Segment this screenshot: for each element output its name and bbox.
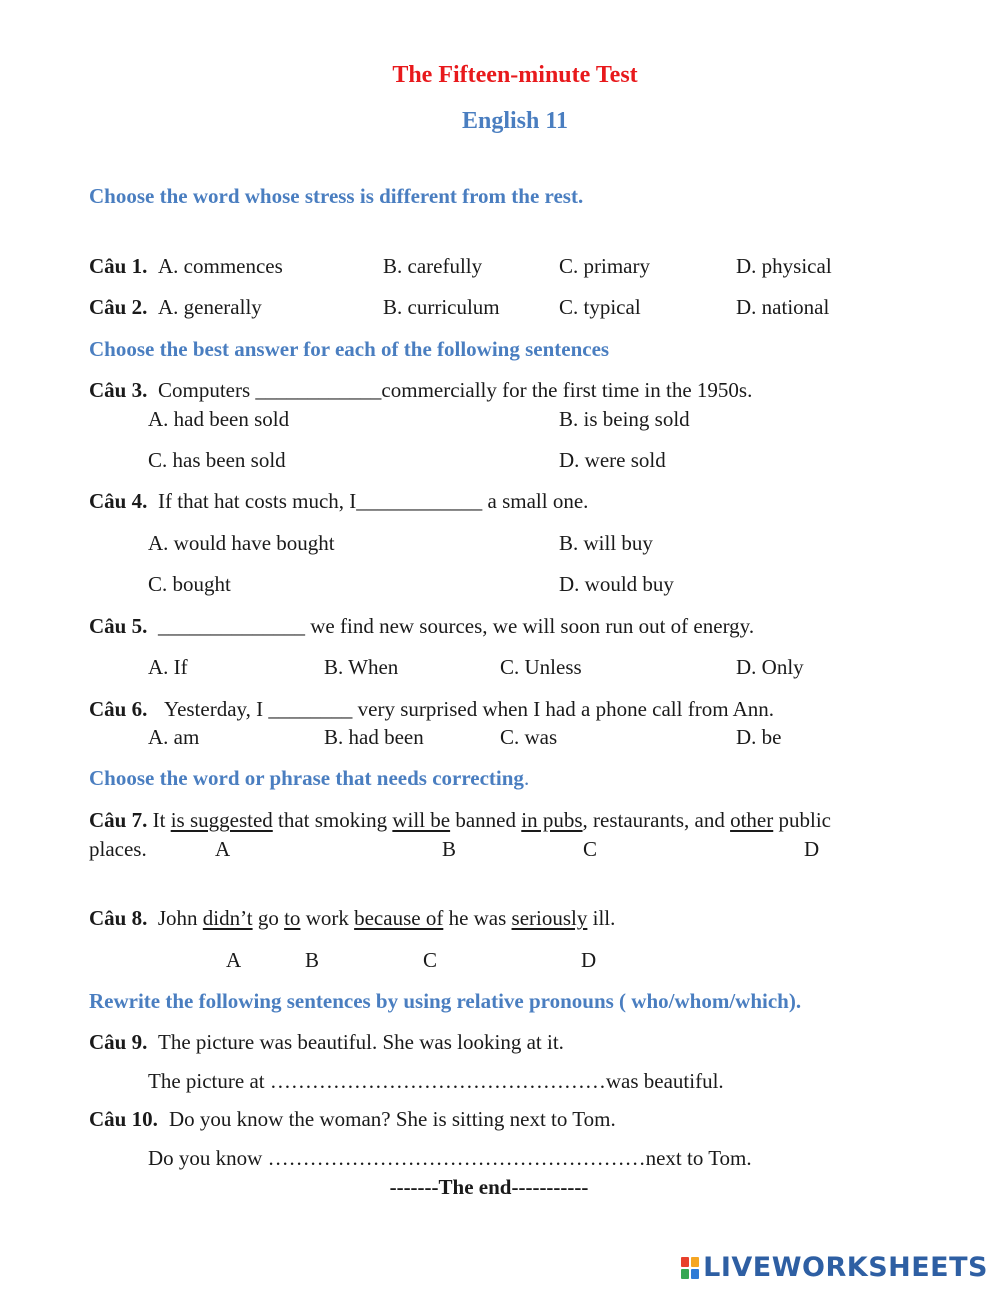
option-d[interactable]: D. national [736, 295, 830, 319]
letter-d[interactable]: D [804, 837, 820, 861]
logo-square [681, 1257, 689, 1267]
section-heading-stress: Choose the word whose stress is different from the rest. [89, 184, 584, 208]
question-number: Câu 7. [89, 808, 148, 832]
option-a[interactable]: A. generally [158, 295, 262, 319]
underlined-part-c[interactable]: in pubs [521, 808, 583, 832]
stem-text: ill. [587, 906, 616, 930]
logo-icon [681, 1257, 699, 1279]
underlined-part-b[interactable]: to [284, 906, 301, 930]
underlined-part-c[interactable]: because of [354, 906, 444, 930]
option-c[interactable]: C. Unless [500, 655, 582, 679]
stem-text: , restaurants, and [582, 808, 731, 832]
stem-text: that smoking [272, 808, 393, 832]
section-heading-text: Choose the word or phrase that needs correcting [89, 766, 524, 790]
question-number: Câu 2. [89, 295, 148, 319]
option-a[interactable]: A. commences [158, 254, 283, 278]
question-stem [89, 908, 615, 929]
letter-b[interactable]: B [442, 837, 457, 861]
question-stem: If that hat costs much, I____________ a small one. [158, 489, 589, 513]
question-stem [89, 810, 831, 831]
option-c[interactable]: C. has been sold [148, 448, 286, 472]
answer-line[interactable]: The picture at …………………………………………was beautiful. [148, 1069, 724, 1093]
question-number: Câu 4. [89, 489, 148, 513]
letter-a[interactable]: A [215, 837, 231, 861]
logo-wordmark: LIVEWORKSHEETS [703, 1252, 988, 1283]
question-number: Câu 6. [89, 697, 148, 721]
stem-text: work [300, 906, 355, 930]
stem-text: It [152, 808, 171, 832]
letter-c[interactable]: C [423, 948, 438, 972]
stem-text: go [252, 906, 285, 930]
option-a[interactable]: A. If [148, 655, 188, 679]
underlined-part-b[interactable]: will be [392, 808, 451, 832]
stem-text: John [157, 906, 203, 930]
option-b[interactable]: B. had been [324, 725, 424, 749]
option-d[interactable]: D. would buy [559, 572, 674, 596]
logo-square [691, 1269, 699, 1279]
option-d[interactable]: D. be [736, 725, 782, 749]
page-title: The Fifteen-minute Test [392, 62, 638, 88]
question-stem: Yesterday, I ________ very surprised when I had a phone call from Ann. [164, 697, 775, 721]
question-number: Câu 10. [89, 1107, 158, 1131]
option-b[interactable]: B. carefully [383, 254, 483, 278]
letter-d[interactable]: D [581, 948, 597, 972]
option-c[interactable]: C. bought [148, 572, 231, 596]
option-b[interactable]: B. will buy [559, 531, 653, 555]
question-number: Câu 9. [89, 1030, 148, 1054]
underlined-part-a[interactable]: didn’t [202, 906, 253, 930]
stem-text: public [773, 808, 831, 832]
option-d[interactable]: D. Only [736, 655, 804, 679]
underlined-part-d[interactable]: other [730, 808, 774, 832]
stem-text: banned [450, 808, 522, 832]
section-heading-error [89, 768, 529, 789]
option-c[interactable]: C. was [500, 725, 558, 749]
question-stem: Do you know the woman? She is sitting next to Tom. [169, 1107, 616, 1131]
underlined-part-d[interactable]: seriously [511, 906, 588, 930]
underlined-part-a[interactable]: is suggested [170, 808, 273, 832]
stem-continuation: places. [89, 837, 147, 861]
option-b[interactable]: B. curriculum [383, 295, 500, 319]
question-number: Câu 3. [89, 378, 148, 402]
option-a[interactable]: A. had been sold [148, 407, 290, 431]
option-c[interactable]: C. primary [559, 254, 650, 278]
end-marker: -------The end----------- [389, 1175, 589, 1199]
section-heading-best-answer: Choose the best answer for each of the following sentences [89, 337, 610, 361]
option-d[interactable]: D. physical [736, 254, 832, 278]
question-number: Câu 1. [89, 254, 148, 278]
section-heading-dot: . [523, 766, 530, 790]
question-number: Câu 8. [89, 906, 148, 930]
option-a[interactable]: A. am [148, 725, 200, 749]
section-heading-rewrite: Rewrite the following sentences by using relative pronouns ( who/whom/which). [89, 989, 802, 1013]
stem-text: he was [443, 906, 512, 930]
question-stem: ______________ we find new sources, we will soon run out of energy. [158, 614, 755, 638]
option-b[interactable]: B. is being sold [559, 407, 690, 431]
stem-text [147, 906, 158, 930]
question-stem: Computers ____________commercially for the first time in the 1950s. [158, 378, 753, 402]
letter-b[interactable]: B [305, 948, 320, 972]
option-b[interactable]: B. When [324, 655, 399, 679]
answer-line[interactable]: Do you know ………………………………………………next to Tom. [148, 1146, 752, 1170]
letter-a[interactable]: A [226, 948, 242, 972]
option-c[interactable]: C. typical [559, 295, 641, 319]
option-a[interactable]: A. would have bought [148, 531, 335, 555]
option-d[interactable]: D. were sold [559, 448, 666, 472]
logo-square [691, 1257, 699, 1267]
question-number: Câu 5. [89, 614, 148, 638]
logo-square [681, 1269, 689, 1279]
letter-c[interactable]: C [583, 837, 598, 861]
liveworksheets-logo[interactable] [681, 1254, 988, 1281]
question-stem: The picture was beautiful. She was looking at it. [158, 1030, 564, 1054]
page-subtitle: English 11 [461, 108, 569, 134]
